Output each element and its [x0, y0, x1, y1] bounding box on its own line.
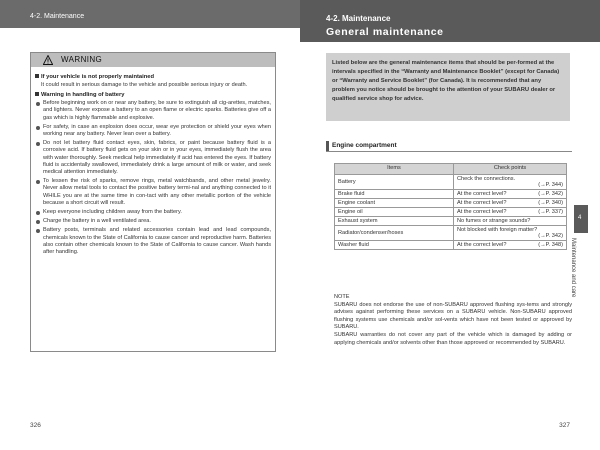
- table-header-row: [335, 164, 567, 175]
- note-section: [334, 294, 572, 347]
- check-cell: Not blocked with foreign matter? (→P. 342): [454, 226, 567, 241]
- item-cell: Engine coolant: [335, 199, 454, 208]
- note-paragraph: SUBARU does not endorse the use of non-SUBARU approved flushing sys-tems and strongly advises against performing these services on a SUBARU vehicle. Non-SUBARU approved flushing systems use chemicals and/or sol-vents which have not been tested or approved by SUBARU.: [334, 301, 572, 331]
- right-page-number: 327: [559, 422, 570, 429]
- chapter-tab: [574, 205, 588, 233]
- page-title: General maintenance: [326, 26, 444, 38]
- bullet-icon: [36, 142, 40, 146]
- bullet-icon: [36, 229, 40, 233]
- chapter-tab-label: Maintenance and care: [570, 238, 576, 298]
- bullet-icon: [36, 126, 40, 130]
- table-row: [335, 226, 567, 241]
- intro-box: [326, 53, 570, 121]
- warning-content: [35, 71, 271, 258]
- page-reference: (→P. 342): [538, 191, 563, 197]
- check-cell: At the correct level? (→P. 337): [454, 208, 567, 217]
- table-row: [335, 217, 567, 226]
- column-header-items: Items: [335, 164, 454, 175]
- warning-header: [31, 53, 275, 67]
- column-header-check-points: Check points: [454, 164, 567, 175]
- warning-subheading: If your vehicle is not properly maintained: [35, 74, 271, 80]
- list-item: Charge the battery in a well ventilated area.: [35, 218, 271, 225]
- list-item: To lessen the risk of sparks, remove rings, metal watchbands, and other metal jewelry. Never allow metal tools to contact the positive battery termi-nal and anything connected to it WHILE you are at the same time in con-tact with any other metallic portion of the vehicle because a short circuit will result.: [35, 178, 271, 207]
- bullet-icon: [36, 180, 40, 184]
- heading-bar: [326, 141, 329, 151]
- check-cell: At the correct level? (→P. 342): [454, 190, 567, 199]
- maintenance-table: [334, 163, 567, 250]
- battery-warning-subheading: Warning in handling of battery: [35, 92, 271, 98]
- intro-text: Listed below are the general maintenance items that should be per-formed at the intervals specified in the “Warranty and Maintenance Booklet” (except for Canada) or “Warranty and Service Booklet” (for Canada). It is recommended that any problem you notice should be brought to the attention of your SUBARU dealer or qualified service shop for advice.: [332, 60, 560, 102]
- check-cell: Check the connections. (→P. 344): [454, 175, 567, 190]
- bullet-icon: [36, 102, 40, 106]
- note-paragraph: SUBARU warranties do not cover any part of the vehicle which is damaged by adding or applying chemicals and/or solvents other than those approved or recommended by SUBARU.: [334, 331, 572, 346]
- right-page-header: [300, 0, 600, 42]
- item-cell: Battery: [335, 175, 454, 190]
- note-heading: NOTE: [334, 294, 350, 300]
- left-section-label: 4-2. Maintenance: [30, 13, 85, 20]
- item-cell: Brake fluid: [335, 190, 454, 199]
- right-section-label: 4-2. Maintenance: [326, 14, 391, 23]
- list-item: Battery posts, terminals and related accessories contain lead and lead compounds, chemicals known to the State of California to cause cancer and reproductive harm. Batteries also contain other chemicals known to the State of California to cause cancer. Wash hands after handling.: [35, 227, 271, 256]
- engine-compartment-heading: [326, 141, 572, 152]
- left-page-header: [0, 0, 300, 28]
- page-reference: (→P. 344): [538, 182, 563, 188]
- bullet-icon: [36, 211, 40, 215]
- check-cell: At the correct level? (→P. 340): [454, 199, 567, 208]
- page-reference: (→P. 340): [538, 200, 563, 206]
- table-row: [335, 199, 567, 208]
- table-row: [335, 175, 567, 190]
- page-reference: (→P. 342): [538, 233, 563, 239]
- item-cell: Radiator/condenser/hoses: [335, 226, 454, 241]
- warning-label: WARNING: [61, 55, 103, 64]
- battery-warning-list: [35, 100, 271, 256]
- list-item: Do not let battery fluid contact eyes, skin, fabrics, or paint because battery fluid is a corrosive acid. If battery fluid gets on your skin or in your eyes, immediately flush the area with water thoroughly. Seek medical help immediately if acid has entered the eyes. If battery fluid is accidentally swallowed, immediately drink a large amount of milk or water, and seek medical attention immediately.: [35, 140, 271, 176]
- item-cell: Exhaust system: [335, 217, 454, 226]
- page-reference: (→P. 337): [538, 209, 563, 215]
- warning-paragraph: It could result in serious damage to the vehicle and possible serious injury or death.: [41, 82, 248, 88]
- item-cell: Engine oil: [335, 208, 454, 217]
- warning-box: [30, 52, 276, 352]
- item-cell: Washer fluid: [335, 241, 454, 250]
- list-item: Keep everyone including children away from the battery.: [35, 209, 271, 216]
- check-cell: No fumes or strange sounds?: [454, 217, 567, 226]
- bullet-icon: [36, 220, 40, 224]
- table-row: [335, 190, 567, 199]
- chapter-tab-number: 4: [578, 215, 582, 221]
- square-bullet-icon: [35, 92, 39, 96]
- list-item: For safety, in case an explosion does occur, wear eye protection or shield your eyes when working near any battery. Never lean over a battery.: [35, 124, 271, 138]
- engine-compartment-label: Engine compartment: [332, 142, 397, 149]
- warning-triangle-icon: [43, 55, 53, 65]
- left-page-number: 326: [30, 422, 41, 429]
- square-bullet-icon: [35, 74, 39, 78]
- list-item: Before beginning work on or near any battery, be sure to extinguish all cig-arettes, matches, and lighters. Never expose a battery to an open flame or electric sparks. Batteries give off a gas which is highly flammable and explosive.: [35, 100, 271, 122]
- page-reference: (→P. 348): [538, 242, 563, 248]
- table-row: [335, 208, 567, 217]
- check-cell: At the correct level? (→P. 348): [454, 241, 567, 250]
- table-row: [335, 241, 567, 250]
